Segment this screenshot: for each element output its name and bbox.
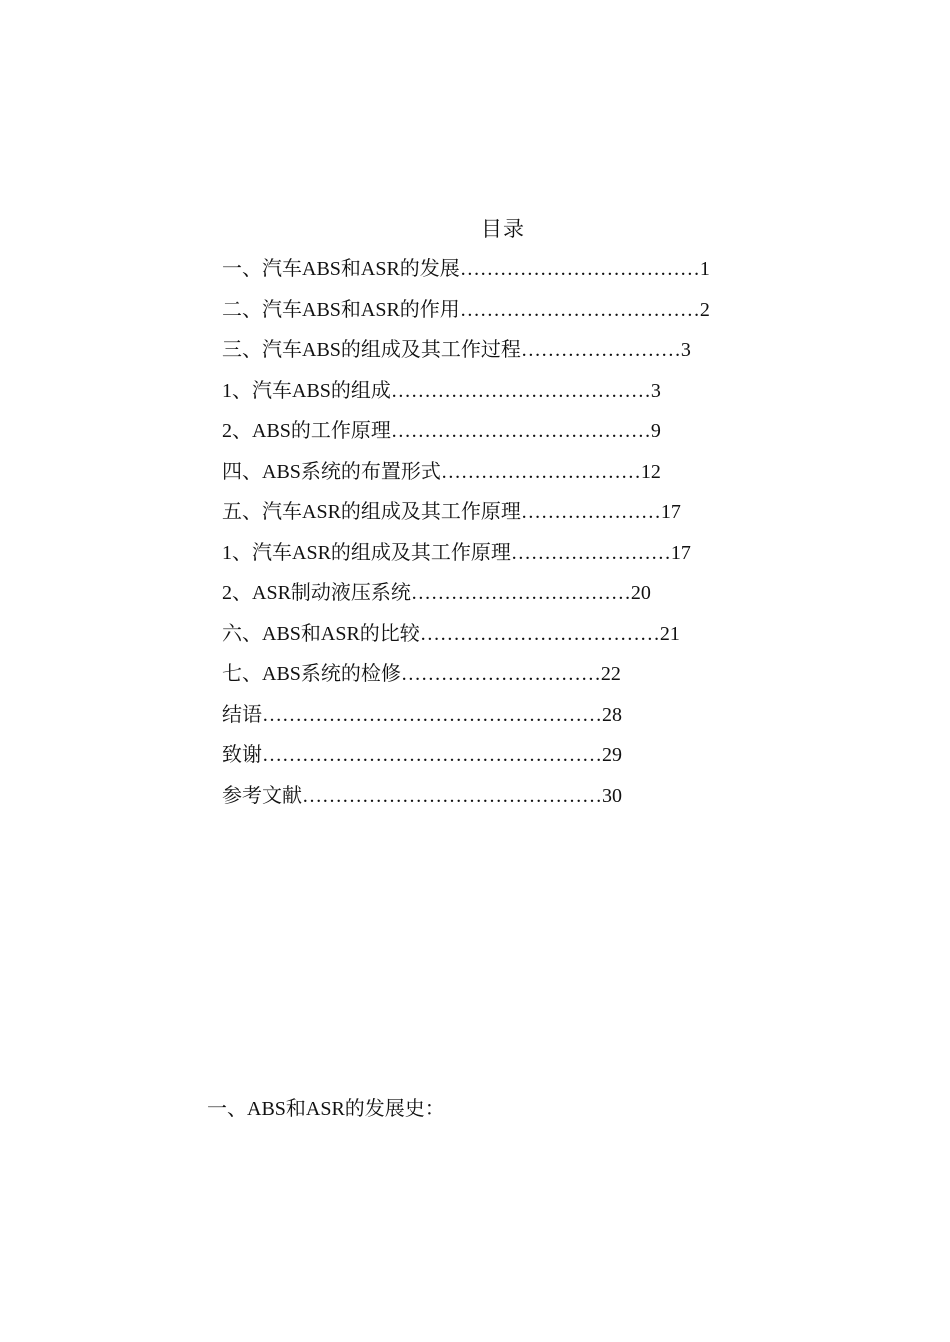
toc-entry-page: 2 xyxy=(699,298,710,321)
toc-entry-page: 3 xyxy=(680,339,691,361)
toc-entry-page: 28 xyxy=(602,703,622,726)
toc-entry-label: 七、ABS系统的检修 xyxy=(222,663,401,685)
toc-entry-page: 1 xyxy=(699,258,710,280)
toc-entry-leader: ………………………………… xyxy=(390,420,651,442)
toc-entry-leader: ……………………………………… xyxy=(302,784,602,807)
toc-entry[interactable] xyxy=(222,496,710,537)
toc-list xyxy=(222,253,710,820)
toc-entry-leader: ………………………………… xyxy=(390,379,651,402)
toc-entry[interactable] xyxy=(222,537,710,578)
toc-entry-leader: …………………………………………… xyxy=(262,744,602,766)
toc-entry-page: 29 xyxy=(602,744,622,766)
toc-entry-page: 22 xyxy=(600,663,621,685)
toc-entry-page: 12 xyxy=(640,460,661,483)
toc-entry-leader: …………………………………………… xyxy=(262,703,602,726)
toc-entry[interactable] xyxy=(222,415,710,456)
toc-entry[interactable] xyxy=(222,334,710,375)
toc-entry[interactable] xyxy=(222,294,710,335)
toc-entry-label: 致谢 xyxy=(222,744,262,766)
toc-entry[interactable] xyxy=(222,577,710,618)
toc-entry-label: 五、汽车ASR的组成及其工作原理 xyxy=(222,501,521,523)
toc-entry-leader: …………………… xyxy=(520,339,681,361)
toc-entry-leader: ………………………… xyxy=(400,663,601,685)
toc-entry-label: 参考文献 xyxy=(222,784,302,807)
toc-entry-leader: ………………… xyxy=(520,501,661,523)
toc-entry-page: 21 xyxy=(659,622,680,645)
section-heading: 一、ABS和ASR的发展史： xyxy=(207,1098,445,1120)
toc-entry-leader: ………………………… xyxy=(440,460,641,483)
toc-entry-page: 9 xyxy=(650,420,661,442)
toc-entry-page: 17 xyxy=(670,541,691,564)
toc-entry-page: 3 xyxy=(650,379,661,402)
toc-entry[interactable] xyxy=(222,699,710,740)
toc-entry[interactable] xyxy=(222,375,710,416)
toc-entry[interactable] xyxy=(222,780,710,821)
toc-entry-label: 2、ASR制动液压系统 xyxy=(222,582,411,604)
toc-entry-page: 30 xyxy=(602,784,622,807)
toc-entry-label: 结语 xyxy=(222,703,262,726)
toc-entry[interactable] xyxy=(222,739,710,780)
toc-entry-leader: …………………… xyxy=(510,541,671,564)
toc-entry-label: 三、汽车ABS的组成及其工作过程 xyxy=(222,339,521,361)
toc-entry-label: 1、汽车ABS的组成 xyxy=(222,379,391,402)
toc-entry-label: 1、汽车ASR的组成及其工作原理 xyxy=(222,541,511,564)
toc-entry-label: 一、汽车ABS和ASR的发展 xyxy=(222,258,460,280)
toc-entry-leader: ……………………………… xyxy=(419,622,660,645)
toc-entry-leader: ……………………………… xyxy=(459,298,700,321)
toc-entry[interactable] xyxy=(222,253,710,294)
toc-entry-label: 六、ABS和ASR的比较 xyxy=(222,622,420,645)
toc-entry[interactable] xyxy=(222,618,710,659)
toc-entry[interactable] xyxy=(222,456,710,497)
toc-entry-leader: ……………………………… xyxy=(459,258,700,280)
toc-entry-label: 二、汽车ABS和ASR的作用 xyxy=(222,298,460,321)
toc-entry-label: 2、ABS的工作原理 xyxy=(222,420,391,442)
toc-entry[interactable] xyxy=(222,658,710,699)
toc-title: 目录 xyxy=(481,217,525,241)
toc-entry-label: 四、ABS系统的布置形式 xyxy=(222,460,441,483)
toc-entry-leader: …………………………… xyxy=(410,582,631,604)
toc-entry-page: 20 xyxy=(630,582,651,604)
toc-entry-page: 17 xyxy=(660,501,681,523)
